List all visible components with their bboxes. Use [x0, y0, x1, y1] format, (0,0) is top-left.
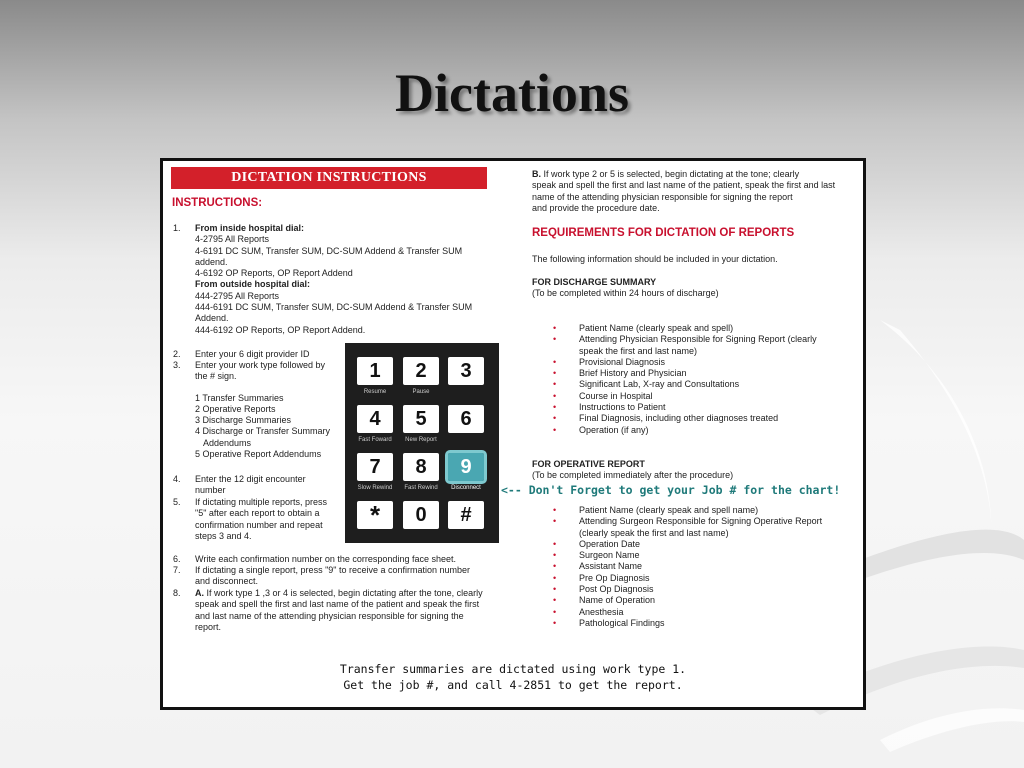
part-b	[532, 169, 862, 214]
work-type: 5 Operative Report Addendums	[195, 449, 322, 460]
work-type: 1 Transfer Summaries	[195, 392, 284, 403]
step-line: 4-2795 All Reports	[195, 234, 270, 245]
list-item: • Operation (if any)	[553, 424, 649, 435]
key-caption: Disconnect	[451, 485, 481, 491]
list-item-text: Patient Name (clearly speak and spell name)	[579, 505, 759, 515]
key-0: 0	[403, 501, 439, 529]
list-item-text: Course in Hospital	[579, 390, 653, 401]
list-item-text: Instructions to Patient	[579, 402, 666, 413]
list-item: • Instructions to Patient	[553, 402, 666, 413]
step-line: steps 3 and 4.	[195, 530, 252, 541]
instructions-heading: INSTRUCTIONS:	[172, 197, 263, 209]
discharge-list	[551, 323, 851, 436]
step-line: "5" after each report to obtain a	[195, 508, 320, 519]
list-item-text: Operation (if any)	[579, 424, 649, 435]
section-subheading: (To be completed within 24 hours of discharge)	[532, 288, 719, 299]
list-item-text: Assistant Name	[579, 561, 643, 572]
section-subheading: (To be completed immediately after the procedure)	[532, 470, 734, 481]
step-line: If work type 1 ,3 or 4 is selected, begin dictating after the tone, clearly	[204, 588, 483, 598]
step-number: 6.	[173, 554, 181, 564]
list-item	[551, 528, 851, 539]
list-item-text: Significant Lab, X-ray and Consultations	[579, 379, 740, 390]
part-line: and provide the procedure date.	[532, 202, 660, 213]
step-number: 1.	[173, 223, 181, 233]
list-item: • Provisional Diagnosis	[553, 356, 666, 367]
key-9-highlighted: 9	[448, 453, 484, 481]
doc-banner: DICTATION INSTRUCTIONS	[171, 167, 487, 189]
list-item: • Attending Physician Responsible for Signing Report (clearly	[553, 334, 817, 345]
part-label: A.	[195, 588, 204, 598]
list-item-text: speak the first and last name)	[579, 345, 698, 356]
list-item: • Assistant Name	[553, 561, 643, 572]
step-line: Enter the 12 digit encounter	[195, 474, 306, 484]
step-number: 4.	[173, 474, 181, 484]
part-line: If work type 2 or 5 is selected, begin dictating at the tone; clearly	[541, 169, 800, 179]
discharge-section	[532, 277, 862, 300]
key-7: 7	[357, 453, 393, 481]
list-item-text: Surgeon Name	[579, 550, 640, 561]
step-number: 2.	[173, 349, 181, 359]
section-heading: FOR DISCHARGE SUMMARY	[532, 277, 657, 287]
list-item: • Attending Surgeon Responsible for Signing Operative Report	[553, 516, 823, 527]
step-line: 444-2795 All Reports	[195, 290, 280, 301]
list-item-text: Operation Date	[579, 538, 641, 549]
step-line: 4-6191 DC SUM, Transfer SUM, DC-SUM Addend & Transfer SUM	[195, 245, 463, 256]
dictation-document	[160, 158, 866, 710]
step-number: 7.	[173, 565, 181, 575]
requirements-intro: The following information should be included in your dictation.	[532, 254, 778, 264]
key-star: *	[357, 501, 393, 529]
list-item-text: Brief History and Physician	[579, 368, 687, 379]
step-line: number	[195, 485, 226, 496]
list-item-text: Patient Name (clearly speak and spell)	[579, 323, 734, 333]
step-line: addend.	[195, 256, 228, 267]
list-item: • Pathological Findings	[553, 617, 665, 628]
step-line: Write each confirmation number on the corresponding face sheet.	[195, 554, 456, 564]
footer-note	[163, 661, 863, 693]
key-caption: Fast Rewind	[404, 485, 438, 491]
step-number: 3.	[173, 360, 181, 370]
step-line: the # sign.	[195, 371, 237, 382]
key-8: 8	[403, 453, 439, 481]
key-caption: New Report	[405, 437, 437, 443]
list-item: • Course in Hospital	[553, 390, 653, 401]
work-type: 3 Discharge Summaries	[195, 415, 292, 426]
key-5: 5	[403, 405, 439, 433]
phone-keypad	[345, 343, 499, 543]
list-item-text: Post Op Diagnosis	[579, 584, 654, 595]
key-1: 1	[357, 357, 393, 385]
key-2: 2	[403, 357, 439, 385]
step-line: From outside hospital dial:	[195, 279, 311, 290]
list-item	[551, 346, 851, 357]
key-hash: #	[448, 501, 484, 529]
list-item: • Operation Date	[553, 538, 641, 549]
key-caption: Slow Rewind	[357, 485, 393, 491]
list-item-text: Final Diagnosis, including other diagnoses treated	[579, 413, 779, 424]
step-line: If dictating a single report, press "9" to receive a confirmation number	[195, 565, 471, 575]
list-item: • Final Diagnosis, including other diagnoses treated	[553, 413, 779, 424]
step-line: 444-6192 OP Reports, OP Report Addend.	[195, 324, 366, 335]
step-number: 5.	[173, 497, 181, 507]
key-3: 3	[448, 357, 484, 385]
list-item: • Anesthesia	[553, 606, 624, 617]
list-item-text: Pre Op Diagnosis	[579, 572, 650, 583]
footer-line: Get the job #, and call 4-2851 to get the report.	[343, 678, 683, 692]
requirements-heading: REQUIREMENTS FOR DICTATION OF REPORTS	[532, 227, 795, 239]
list-item: • Significant Lab, X-ray and Consultations	[553, 379, 740, 390]
list-item: • Brief History and Physician	[553, 368, 687, 379]
step-line: speak and spell the first and last name of the patient and speak the first	[195, 599, 480, 610]
list-item: • Name of Operation	[553, 595, 656, 606]
list-item-text: Name of Operation	[579, 595, 656, 606]
step-line: 444-6191 DC SUM, Transfer SUM, DC-SUM Addend & Transfer SUM	[195, 302, 473, 313]
work-type: Addendums	[203, 437, 252, 448]
list-item-text: (clearly speak the first and last name)	[579, 527, 729, 538]
list-item: • Patient Name (clearly speak and spell name)	[553, 505, 759, 515]
step-line: report.	[195, 621, 222, 632]
list-item: • Post Op Diagnosis	[553, 584, 654, 595]
step-number: 8.	[173, 588, 181, 598]
job-number-note: <-- Don't Forget to get your Job # for the chart!	[501, 483, 841, 497]
key-caption: Fast Foward	[358, 437, 392, 443]
step-line: and disconnect.	[195, 576, 259, 587]
part-line: name of the attending physician responsible for signing the report	[532, 191, 793, 202]
key-caption: Resume	[363, 389, 387, 395]
list-item-text: Attending Physician Responsible for Signing Report (clearly	[579, 334, 817, 345]
step-line: From inside hospital dial:	[195, 223, 305, 233]
key-6: 6	[448, 405, 484, 433]
step-line: and last name of the attending physician responsible for signing the	[195, 610, 464, 621]
list-item: • Patient Name (clearly speak and spell)	[553, 323, 734, 333]
step-line: If dictating multiple reports, press	[195, 497, 328, 507]
step-line: confirmation number and repeat	[195, 519, 323, 530]
step-line: 4-6192 OP Reports, OP Report Addend	[195, 268, 353, 279]
work-type: 2 Operative Reports	[195, 403, 276, 414]
operative-list	[551, 505, 851, 629]
list-item: • Surgeon Name	[553, 550, 640, 561]
step-line: Enter your work type followed by	[195, 360, 326, 370]
operative-section	[532, 459, 862, 482]
list-item-text: Anesthesia	[579, 606, 624, 617]
list-item: • Pre Op Diagnosis	[553, 572, 650, 583]
part-line: speak and spell the first and last name of the patient, speak the first and last	[532, 180, 836, 191]
list-item-text: Attending Surgeon Responsible for Signing Operative Report	[579, 516, 823, 527]
slide-title: Dictations	[395, 63, 629, 123]
key-4: 4	[357, 405, 393, 433]
work-type: 4 Discharge or Transfer Summary	[195, 426, 331, 437]
step-line: Enter your 6 digit provider ID	[195, 349, 310, 359]
footer-line: Transfer summaries are dictated using work type 1.	[339, 662, 687, 676]
list-item-text: Provisional Diagnosis	[579, 356, 666, 367]
key-caption: Pause	[412, 389, 430, 395]
part-label: B.	[532, 169, 541, 179]
section-heading: FOR OPERATIVE REPORT	[532, 459, 645, 469]
step-line: Addend.	[195, 313, 229, 324]
list-item-text: Pathological Findings	[579, 617, 665, 628]
